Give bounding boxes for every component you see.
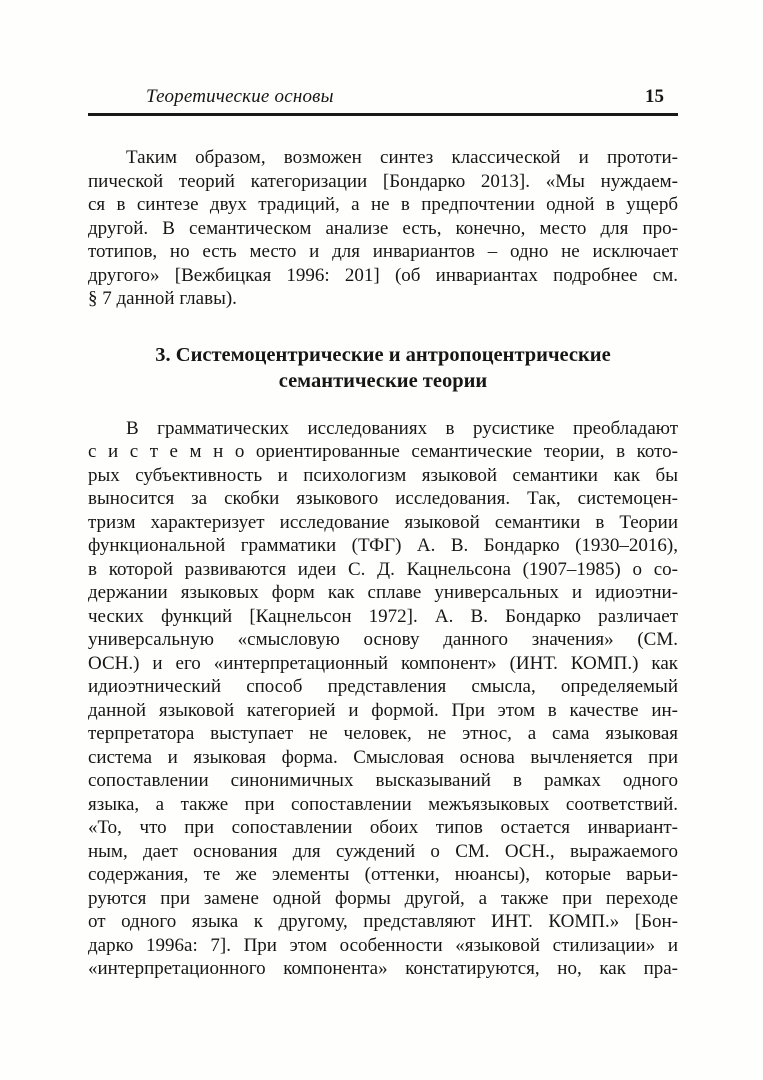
text-line: дарко 1996а: 7]. При этом особенности «языковой стилизации» и xyxy=(88,934,678,956)
text-line: пической теорий категоризации [Бондарко 2013]. «Мы нуждаем- xyxy=(88,170,678,192)
header-rule xyxy=(88,113,678,116)
text-line: другой. В семантическом анализе есть, конечно, место для про- xyxy=(88,217,678,239)
text-line: «То, что при сопоставлении обоих типов остается инвариант- xyxy=(88,817,678,838)
body-paragraph xyxy=(88,417,678,981)
text-line: языка, а также при сопоставлении межъязыковых соответствий. xyxy=(88,793,678,815)
text-line: семантические теории xyxy=(278,369,488,392)
text-line: ческих функций [Кацнельсон 1972]. А. В. Бондарко различает xyxy=(88,605,678,627)
text-line: другого» [Вежбицкая 1996: 201] (об инвариантах подробнее см. xyxy=(88,264,678,286)
text-column xyxy=(88,86,678,981)
text-line: с и с т е м н о ориентированные семантические теории, в кото- xyxy=(88,441,678,462)
text-line: рых субъективность и психологизм языковой семантики как бы xyxy=(88,464,678,486)
text-line: выносится за скобки языкового исследования. Так, системоцен- xyxy=(88,488,678,509)
text-line: идиоэтнический способ представления смысла, определяемый xyxy=(88,676,678,697)
text-line: универсальную «смысловую основу данного значения» (СМ. xyxy=(88,629,678,650)
text-line: содержания, те же элементы (оттенки, нюансы), которые варьи- xyxy=(88,864,678,885)
text-line: тотипов, но есть место и для инвариантов – одно не исключает xyxy=(88,241,678,262)
text-line: терпретатора выступает не человек, не этнос, а сама языковая xyxy=(88,723,678,744)
text-line: сопоставлении синонимичных высказываний в рамках одного xyxy=(88,770,678,791)
text-line: функциональной грамматики (ТФГ) А. В. Бондарко (1930–2016), xyxy=(88,535,678,556)
text-line: ОСН.) и его «интерпретационный компонент» (ИНТ. КОМП.) как xyxy=(88,652,678,674)
intro-paragraph xyxy=(88,146,678,311)
section-heading xyxy=(88,342,678,394)
text-line: данной языковой категорией и формой. При этом в качестве ин- xyxy=(88,699,678,721)
text-line: от одного языка к другому, представляют ИНТ. КОМП.» [Бон- xyxy=(88,911,678,932)
text-line: тризм характеризует исследование языковой семантики в Теории xyxy=(88,511,678,533)
text-line: ным, дает основания для суждений о СМ. ОСН., выражаемого xyxy=(88,840,678,862)
text-line: В грамматических исследованиях в русистике преобладают xyxy=(126,417,678,439)
page-number: 15 xyxy=(645,86,664,107)
text-line: ся в синтезе двух традиций, а не в предпочтении одной в ущерб xyxy=(88,194,678,215)
text-line: 3. Системоцентрические и антропоцентрические xyxy=(155,343,611,366)
text-line: «интерпретационного компонента» констатируются, но, как пра- xyxy=(88,958,678,979)
text-line: § 7 данной главы). xyxy=(88,288,237,309)
running-title: Теоретические основы xyxy=(146,86,334,107)
text-line: держании языковых форм как сплаве универсальных и идиоэтни- xyxy=(88,582,678,603)
text-line: руются при замене одной формы другой, а также при переходе xyxy=(88,887,678,909)
text-line: система и языковая форма. Смысловая основа вычленяется при xyxy=(88,746,678,768)
text-line: в которой развиваются идеи С. Д. Кацнельсона (1907–1985) о со- xyxy=(88,558,678,580)
text-line: Таким образом, возможен синтез классической и прототи- xyxy=(126,147,678,168)
running-header xyxy=(88,86,678,108)
